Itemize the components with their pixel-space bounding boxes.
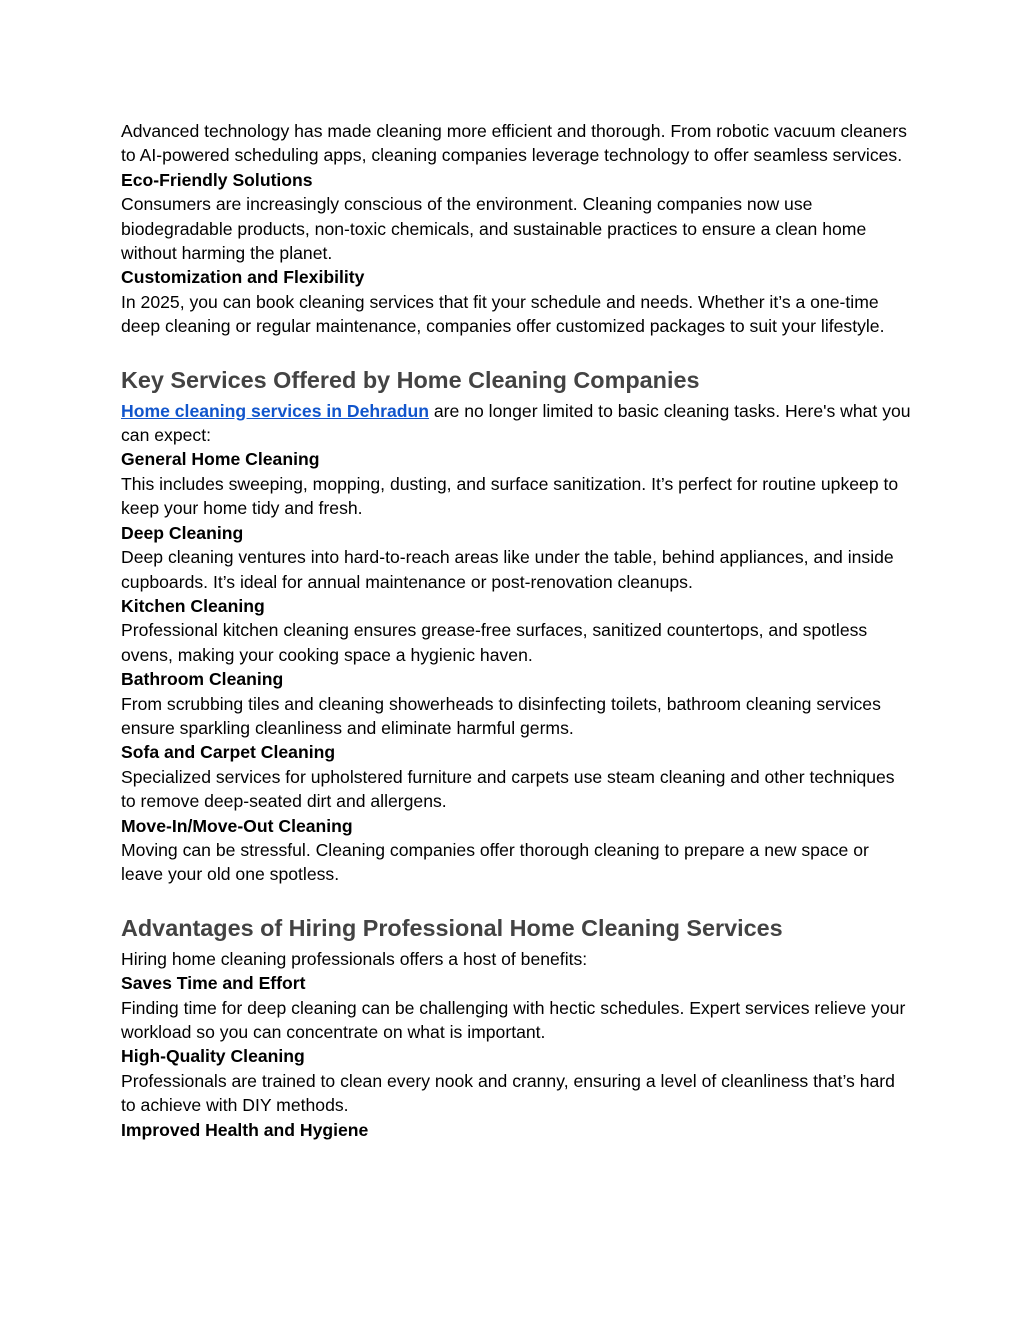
service-title: General Home Cleaning [121, 449, 320, 470]
service-description: Professional kitchen cleaning ensures grease-free surfaces, sanitized countertops, and spotless ovens, making your cooking space a hygienic haven. [121, 620, 868, 665]
service-description: This includes sweeping, mopping, dusting, and surface sanitization. It’s perfect for routine upkeep to keep your home tidy and fresh. [121, 473, 899, 519]
customization-paragraph: In 2025, you can book cleaning services that fit your schedule and needs. Whether it’s a one-time deep cleaning or regular maintenance, companies offer customized packages to suit your lifestyle. [121, 291, 885, 337]
services-section-heading: Key Services Offered by Home Cleaning Companies [121, 366, 700, 393]
advantages-section-heading: Advantages of Hiring Professional Home Cleaning Services [121, 914, 783, 941]
advantages-intro-paragraph: Hiring home cleaning professionals offers a host of benefits: [121, 948, 588, 969]
service-title: Move-In/Move-Out Cleaning [121, 815, 353, 836]
advantage-title: Saves Time and Effort [121, 973, 306, 994]
service-description: From scrubbing tiles and cleaning showerheads to disinfecting toilets, bathroom cleaning services ensure sparkling cleanliness and eliminate harmful germs. [121, 693, 881, 738]
service-title: Kitchen Cleaning [121, 595, 265, 616]
customization-heading: Customization and Flexibility [121, 267, 365, 288]
document-page [121, 119, 911, 1142]
services-intro-paragraph [121, 399, 911, 448]
advantage-description: Professionals are trained to clean every nook and cranny, ensuring a level of cleanliness that’s hard to achieve with DIY methods. [121, 1070, 895, 1116]
service-description: Moving can be stressful. Cleaning companies offer thorough cleaning to prepare a new space or leave your old one spotless. [121, 839, 869, 885]
services-intro-text: are no longer limited to basic cleaning tasks. Here's what you can expect: [121, 400, 911, 446]
dehradun-services-link[interactable]: Home cleaning services in Dehradun [121, 400, 429, 421]
eco-friendly-paragraph: Consumers are increasingly conscious of the environment. Cleaning companies now use biodegradable products, non-toxic chemicals, and sustainable practices to ensure a clean home without harming the planet. [121, 194, 867, 264]
service-title: Bathroom Cleaning [121, 669, 284, 690]
advantage-title: High-Quality Cleaning [121, 1046, 305, 1067]
advantage-title: Improved Health and Hygiene [121, 1119, 369, 1140]
advantage-description: Finding time for deep cleaning can be challenging with hectic schedules. Expert services relieve your workload so you can concentrate on what is important. [121, 997, 906, 1042]
service-description: Deep cleaning ventures into hard-to-reach areas like under the table, behind appliances, and inside cupboards. It’s ideal for annual maintenance or post-renovation cleanups. [121, 547, 894, 592]
eco-friendly-heading: Eco-Friendly Solutions [121, 169, 313, 190]
tech-paragraph: Advanced technology has made cleaning more efficient and thorough. From robotic vacuum cleaners to AI-powered scheduling apps, cleaning companies leverage technology to offer seamless services. [121, 121, 907, 166]
service-title: Sofa and Carpet Cleaning [121, 742, 336, 763]
service-title: Deep Cleaning [121, 522, 244, 543]
service-description: Specialized services for upholstered furniture and carpets use steam cleaning and other techniques to remove deep-seated dirt and allergens. [121, 766, 895, 812]
